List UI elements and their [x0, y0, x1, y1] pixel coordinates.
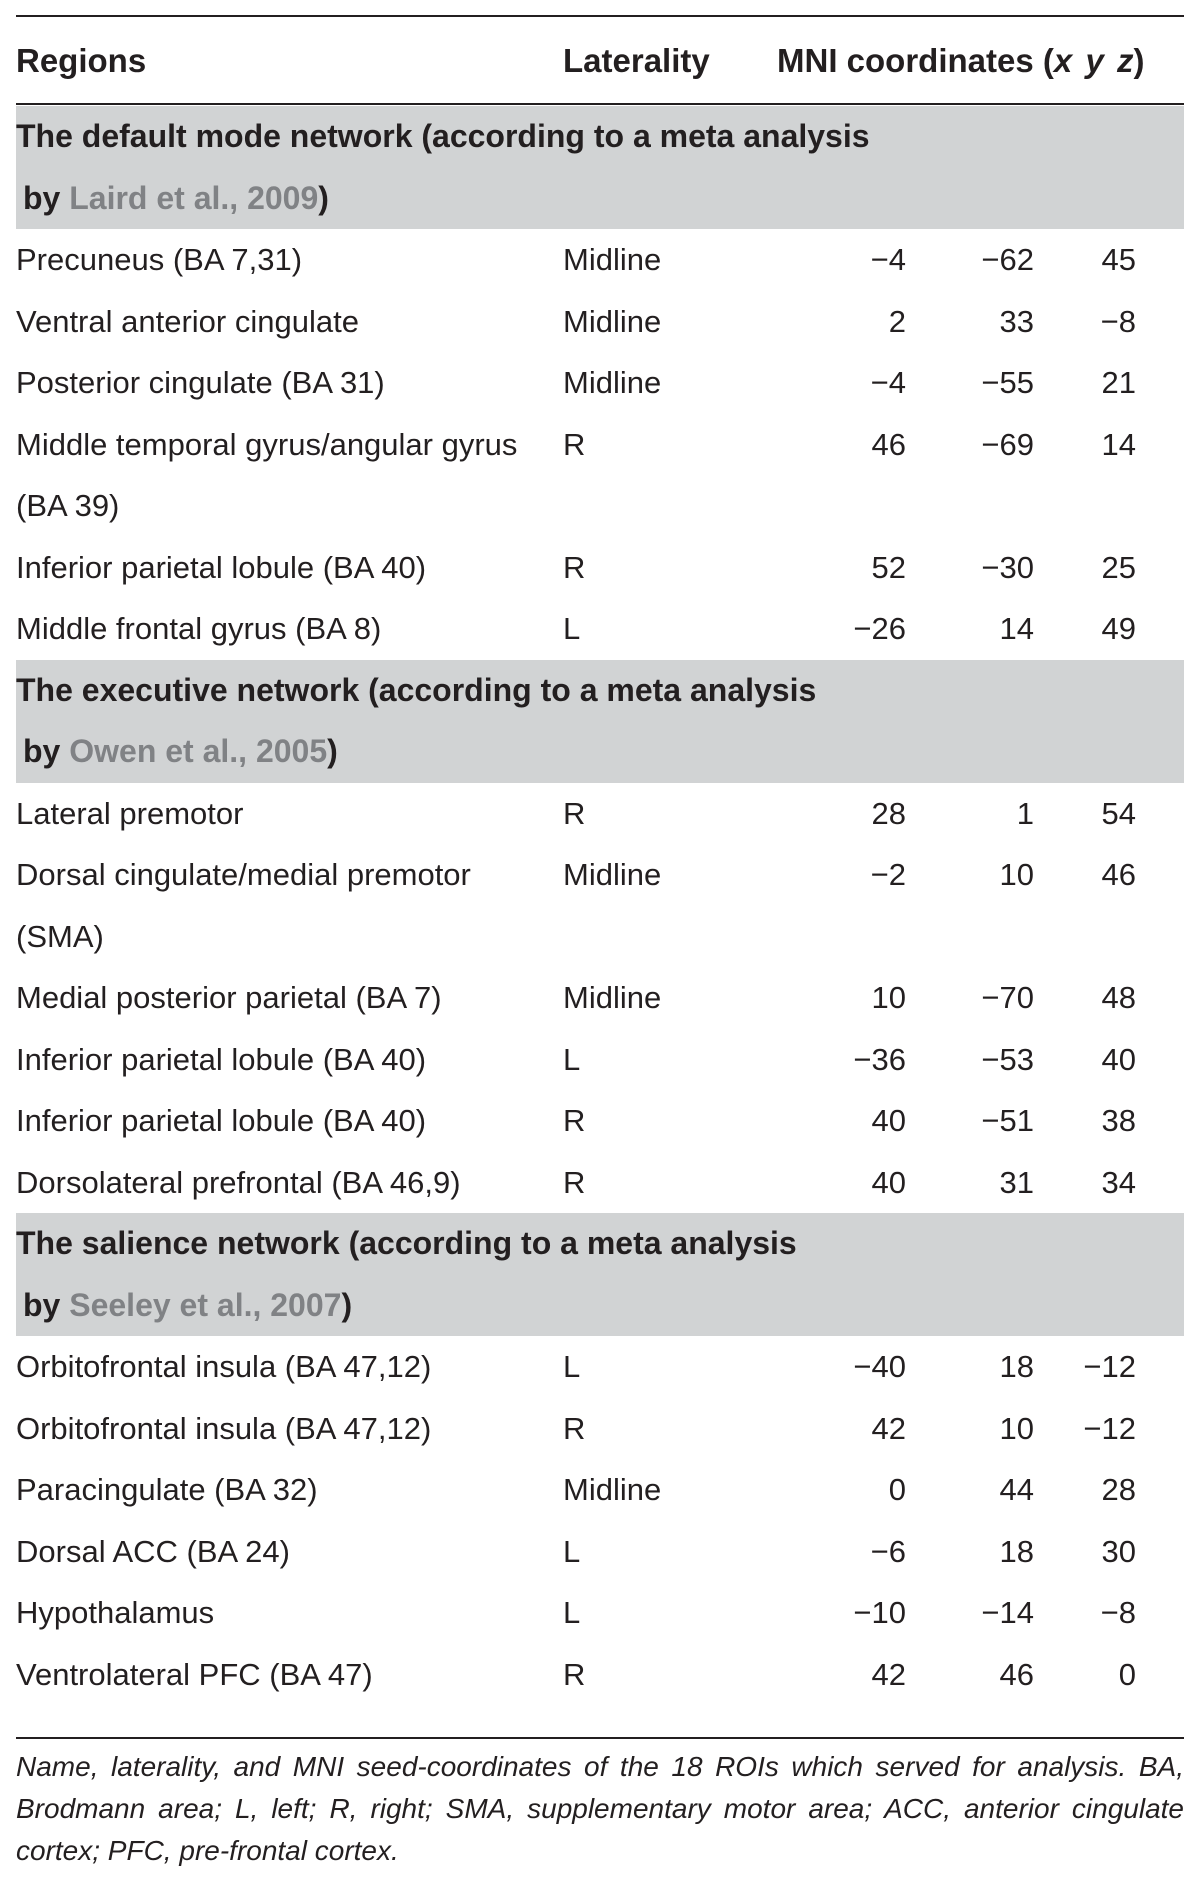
section-citation: [23, 721, 338, 783]
mni-x-cell: 10: [871, 980, 906, 1015]
section-citation: [23, 168, 329, 230]
mni-x-cell: 40: [871, 1164, 906, 1200]
mni-header-z: z: [1117, 42, 1134, 79]
region-cell: Dorsal ACC (BA 24): [16, 1533, 290, 1569]
mni-y-cell: −69: [981, 426, 1034, 462]
mni-y-cell: 18: [999, 1533, 1034, 1569]
mni-y-cell: 44: [999, 1472, 1034, 1507]
mni-z-cell: −12: [1083, 1349, 1136, 1384]
table-header: [16, 16, 1184, 102]
laterality-cell: R: [563, 426, 586, 462]
mni-x-cell: 0: [888, 1472, 906, 1507]
table-row: [16, 1090, 1184, 1152]
laterality-cell: L: [563, 611, 581, 646]
section-header: [16, 106, 1184, 229]
mni-x-cell: 40: [871, 1103, 906, 1138]
laterality-cell: R: [563, 1164, 586, 1200]
section-header: [16, 1213, 1184, 1336]
mni-y-cell: 10: [999, 857, 1034, 892]
mni-y-cell: −55: [981, 365, 1034, 400]
mni-x-cell: 28: [871, 795, 906, 831]
mni-x-cell: −6: [870, 1533, 906, 1569]
column-header-laterality: Laterality: [563, 42, 710, 79]
reference-link[interactable]: Owen et al., 2005: [69, 733, 328, 769]
mni-header-y: y: [1085, 42, 1104, 79]
mni-z-cell: 54: [1101, 795, 1136, 831]
table-row: [16, 844, 1184, 967]
table-row: [16, 598, 1184, 660]
mni-x-cell: 42: [871, 1410, 906, 1446]
mni-y-cell: −30: [981, 549, 1034, 585]
table-row: [16, 352, 1184, 414]
region-cell: Orbitofrontal insula (BA 47,12): [16, 1410, 432, 1446]
mni-z-cell: 0: [1118, 1656, 1136, 1692]
mni-z-cell: 14: [1101, 426, 1136, 462]
table-row: [16, 1582, 1184, 1644]
mni-x-cell: −36: [853, 1041, 906, 1077]
table-row: [16, 1521, 1184, 1583]
mni-z-cell: −12: [1083, 1410, 1136, 1446]
mni-y-cell: 1: [1016, 795, 1034, 831]
mni-y-cell: 33: [999, 303, 1034, 339]
mni-y-cell: −14: [981, 1595, 1034, 1630]
mni-x-cell: −2: [870, 857, 906, 892]
section-title: The salience network (according to a meta analysis: [16, 1225, 797, 1261]
table-row: [16, 1459, 1184, 1521]
mni-header-prefix: MNI coordinates (: [777, 42, 1054, 79]
region-cell: Inferior parietal lobule (BA 40): [16, 1103, 427, 1138]
table-body: [16, 106, 1184, 1705]
region-cell: Precuneus (BA 7,31): [16, 242, 303, 277]
laterality-cell: Midline: [563, 303, 662, 339]
table-row: [16, 1029, 1184, 1091]
mni-x-cell: −4: [870, 365, 906, 400]
region-cell: Dorsolateral prefrontal (BA 46,9): [16, 1164, 461, 1200]
section-title: The default mode network (according to a meta analysis: [16, 118, 870, 154]
region-cell: Dorsal cingulate/medial premotor (SMA): [16, 857, 471, 954]
laterality-cell: R: [563, 1103, 586, 1138]
laterality-cell: L: [563, 1349, 581, 1384]
mni-z-cell: 30: [1101, 1533, 1136, 1569]
mni-y-cell: 10: [999, 1410, 1034, 1446]
mni-header-x: x: [1053, 42, 1073, 79]
mni-z-cell: 21: [1101, 365, 1136, 400]
table-row: [16, 291, 1184, 353]
mni-y-cell: −51: [981, 1103, 1034, 1138]
laterality-cell: L: [563, 1533, 581, 1569]
region-cell: Paracingulate (BA 32): [16, 1472, 318, 1507]
mni-y-cell: 18: [999, 1349, 1034, 1384]
mni-z-cell: 40: [1101, 1041, 1136, 1077]
section-by-label: by: [23, 733, 70, 769]
region-cell: Lateral premotor: [16, 795, 244, 831]
region-cell: Orbitofrontal insula (BA 47,12): [16, 1349, 432, 1384]
region-cell: Hypothalamus: [16, 1595, 215, 1630]
table-bottom-rule: [16, 1737, 1184, 1739]
laterality-cell: Midline: [563, 980, 662, 1015]
mni-x-cell: −10: [853, 1595, 906, 1630]
table-row: [16, 229, 1184, 291]
mni-x-cell: −40: [853, 1349, 906, 1384]
mni-y-cell: 46: [999, 1656, 1034, 1692]
mni-z-cell: 38: [1101, 1103, 1136, 1138]
region-cell: Ventral anterior cingulate: [16, 303, 359, 339]
mni-y-cell: −53: [981, 1041, 1034, 1077]
section-close-paren: ): [341, 1286, 353, 1323]
region-cell: Middle temporal gyrus/angular gyrus (BA 39): [16, 426, 518, 523]
mni-z-cell: 49: [1101, 611, 1136, 646]
laterality-cell: L: [563, 1595, 581, 1630]
laterality-cell: Midline: [563, 365, 662, 400]
column-header-mni-coordinates: [777, 42, 1145, 80]
region-cell: Inferior parietal lobule (BA 40): [16, 549, 427, 585]
laterality-cell: R: [563, 795, 586, 831]
mni-y-cell: −62: [981, 242, 1034, 277]
column-header-regions: Regions: [16, 42, 147, 79]
table-row: [16, 1398, 1184, 1460]
mni-z-cell: 28: [1101, 1472, 1136, 1507]
region-cell: Ventrolateral PFC (BA 47): [16, 1656, 373, 1692]
mni-y-cell: 14: [999, 611, 1034, 646]
mni-x-cell: 52: [871, 549, 906, 585]
section-by-label: by: [23, 1286, 70, 1323]
region-cell: Middle frontal gyrus (BA 8): [16, 611, 382, 646]
laterality-cell: Midline: [563, 1472, 662, 1507]
section-header: [16, 660, 1184, 783]
table-caption: Name, laterality, and MNI seed-coordinates of the 18 ROIs which served for analysis. BA, Brodmann area; L, left; R, right; SMA, supplementary motor area; ACC, anterior cingulate cortex; PFC, pre-frontal cortex.: [16, 1751, 1184, 1866]
mni-x-cell: 2: [888, 303, 906, 339]
table-row: [16, 1336, 1184, 1398]
mni-z-cell: 48: [1101, 980, 1136, 1015]
mni-x-cell: −26: [853, 611, 906, 646]
reference-link[interactable]: Laird et al., 2009: [69, 179, 319, 216]
mni-z-cell: 46: [1101, 857, 1136, 892]
region-cell: Inferior parietal lobule (BA 40): [16, 1041, 427, 1077]
table-row: [16, 414, 1184, 537]
section-close-paren: ): [318, 179, 329, 216]
laterality-cell: R: [563, 1410, 586, 1446]
section-close-paren: ): [327, 733, 338, 769]
section-citation: [23, 1275, 352, 1337]
region-cell: Medial posterior parietal (BA 7): [16, 980, 442, 1015]
table-header-rule: [16, 103, 1184, 105]
mni-header-suffix: ): [1133, 42, 1145, 79]
mni-z-cell: −8: [1100, 303, 1136, 339]
mni-z-cell: 25: [1101, 549, 1136, 585]
mni-x-cell: 46: [871, 426, 906, 462]
laterality-cell: R: [563, 549, 586, 585]
reference-link[interactable]: Seeley et al., 2007: [69, 1286, 342, 1323]
section-title: The executive network (according to a meta analysis: [16, 671, 817, 708]
mni-z-cell: 45: [1101, 242, 1136, 277]
table-row: [16, 537, 1184, 599]
laterality-cell: L: [563, 1041, 581, 1077]
table-row: [16, 967, 1184, 1029]
mni-y-cell: 31: [999, 1164, 1034, 1200]
section-by-label: by: [23, 179, 70, 216]
laterality-cell: Midline: [563, 242, 662, 277]
mni-x-cell: −4: [870, 242, 906, 277]
laterality-cell: Midline: [563, 857, 662, 892]
mni-z-cell: 34: [1101, 1164, 1136, 1200]
table-row: [16, 783, 1184, 845]
mni-z-cell: −8: [1100, 1595, 1136, 1630]
table-row: [16, 1644, 1184, 1706]
region-cell: Posterior cingulate (BA 31): [16, 365, 385, 400]
laterality-cell: R: [563, 1656, 586, 1692]
table-row: [16, 1152, 1184, 1214]
mni-x-cell: 42: [871, 1656, 906, 1692]
mni-y-cell: −70: [981, 980, 1034, 1015]
